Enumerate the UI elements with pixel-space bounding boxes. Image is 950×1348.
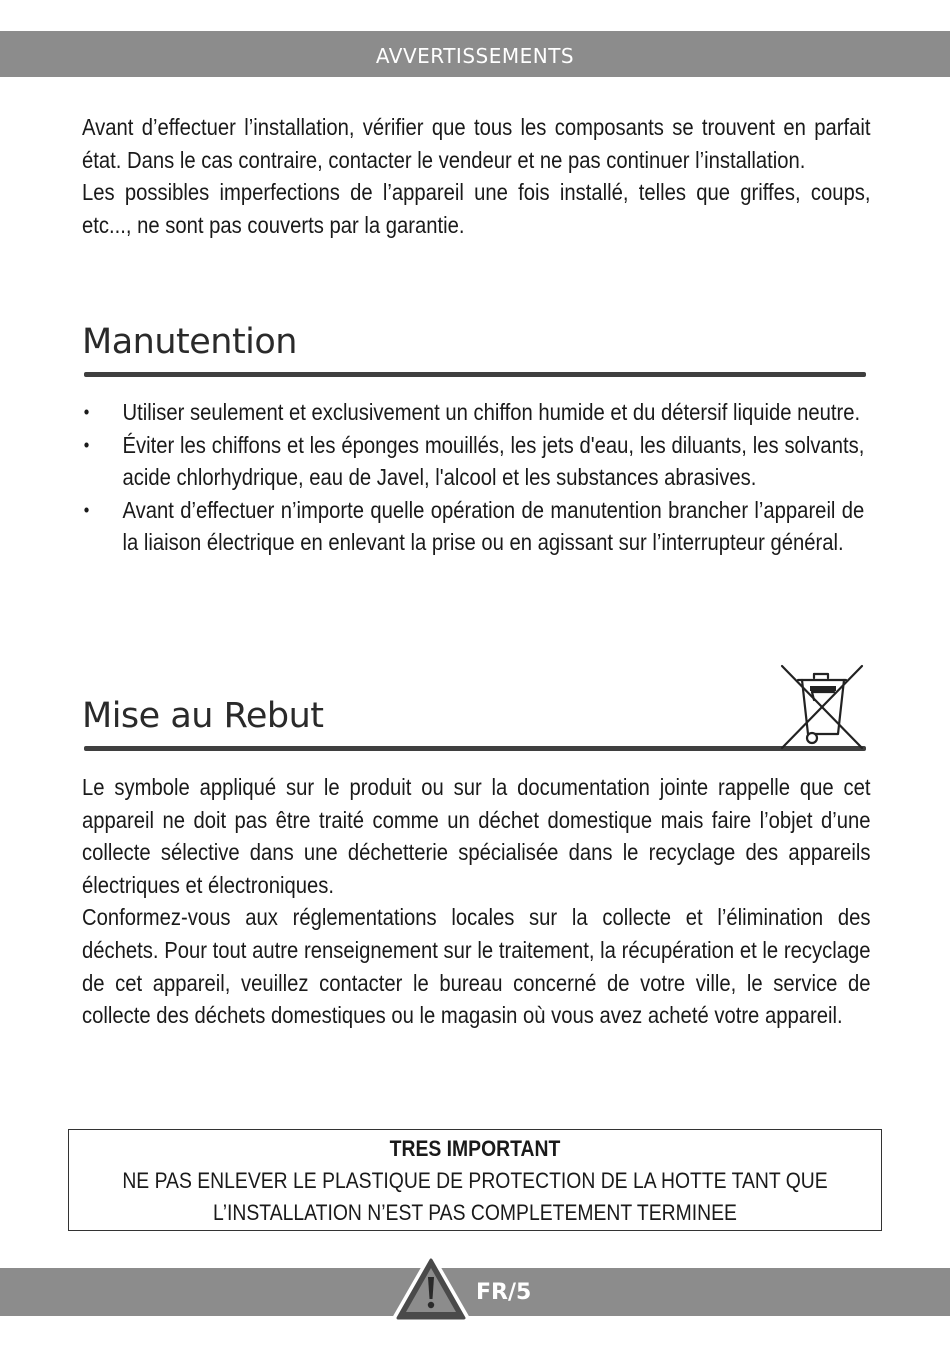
list-item <box>82 429 864 494</box>
bullet-icon: • <box>83 434 90 455</box>
important-notice-box <box>68 1129 882 1231</box>
list-item-text: Avant d’effectuer n’importe quelle opération de manutention brancher l’appareil de la liaison électrique en enlevant la prise ou en agissant sur l’interrupteur général. <box>122 496 865 556</box>
crossed-out-wheelie-bin-icon <box>776 662 868 752</box>
list-item <box>82 494 864 559</box>
rebut-section <box>82 771 950 1032</box>
notice-title: TRES IMPORTANT <box>389 1136 561 1161</box>
header-title: AVVERTISSEMENTS <box>375 44 575 68</box>
intro-section <box>82 111 950 241</box>
intro-paragraph-2: Les possibles imperfections de l’appareil une fois installé, telles que griffes, coups, etc..., ne sont pas couverts par la garantie. <box>82 179 871 238</box>
rebut-rule <box>84 746 866 751</box>
intro-paragraph-1: Avant d’effectuer l’installation, vérifier que tous les composants se trouvent en parfait état. Dans le cas contraire, contacter le vendeur et ne pas continuer l’installation. <box>82 114 871 173</box>
manutention-list <box>82 396 950 559</box>
rebut-paragraph-1: Le symbole appliqué sur le produit ou sur la documentation jointe rappelle que cet appareil ne doit pas être traité comme un déchet domestique mais faire l’objet d’une collecte sélective dans une déchetterie spécialisée dans le recyclage des appareils électriques et électroniques. <box>82 774 871 898</box>
header-bar <box>0 31 950 77</box>
manutention-rule <box>84 372 866 377</box>
list-item <box>82 396 864 429</box>
rebut-heading: Mise au Rebut <box>82 696 324 736</box>
footer-bar <box>0 1268 950 1316</box>
list-item-text: Éviter les chiffons et les éponges mouillés, les jets d'eau, les diluants, les solvants, acide chlorhydrique, eau de Javel, l'alcool et les substances abrasives. <box>122 431 865 491</box>
notice-line-2: L’INSTALLATION N’EST PAS COMPLETEMENT TERMINEE <box>213 1200 737 1225</box>
manutention-heading: Manutention <box>82 322 297 362</box>
page-number: FR/5 <box>476 1280 532 1305</box>
rebut-paragraph-2: Conformez-vous aux réglementations locales sur la collecte et l’élimination des déchets. Pour tout autre renseignement sur le traitement, la récupération et le recyclage de cet appareil, veuillez contacter le bureau concerné de votre ville, le service de collecte des déchets domestiques ou le magasin où vous avez acheté votre appareil. <box>82 904 871 1029</box>
list-item-text: Utiliser seulement et exclusivement un chiffon humide et du détersif liquide neutre. <box>122 399 861 425</box>
bullet-icon: • <box>83 499 90 520</box>
warning-triangle-icon <box>388 1250 474 1326</box>
bullet-icon: • <box>83 402 90 422</box>
notice-line-1: NE PAS ENLEVER LE PLASTIQUE DE PROTECTION DE LA HOTTE TANT QUE <box>122 1168 828 1193</box>
